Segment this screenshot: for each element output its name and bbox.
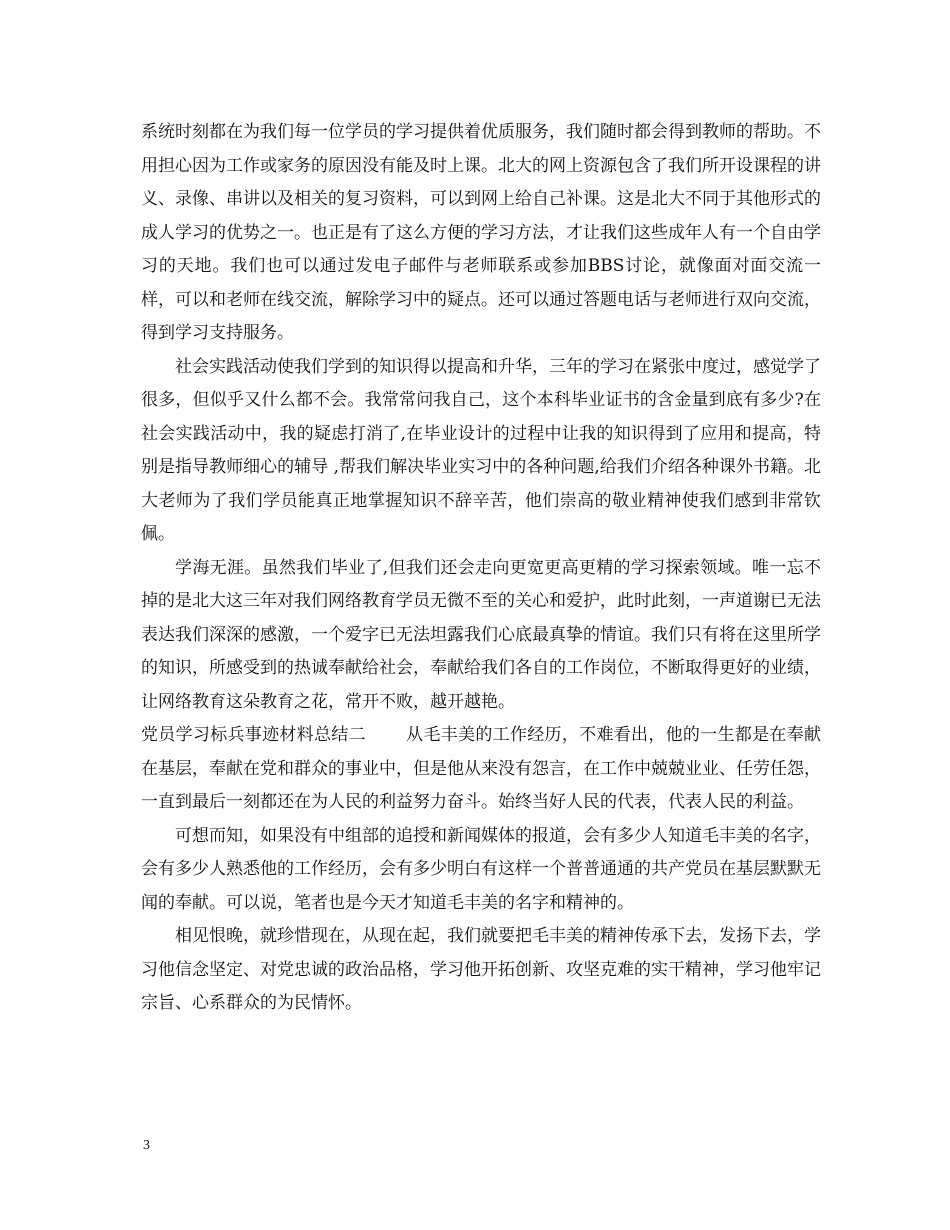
paragraph-1: 系统时刻都在为我们每一位学员的学习提供着优质服务，我们随时都会得到教师的帮助。不用担心因为工作或家务的原因没有能及时上课。北大的网上资源包含了我们所开设课程的讲义、录像、串讲以及相关的复习资料，可以到网上给自己补课。这是北大不同于其他形式的成人学习的优势之一。也正是有了这么方便的学习方法，才让我们这些成年人有一个自由学习的天地。我们也可以通过发电子邮件与老师联系或参加BBS讨论，就像面对面交流一样，可以和老师在线交流，解除学习中的疑点。还可以通过答题电话与老师进行双向交流，得到学习支持服务。	[141, 122, 821, 343]
paragraph-2: 社会实践活动使我们学到的知识得以提高和升华，三年的学习在紧张中度过，感觉学了很多，但似乎又什么都不会。我常常问我自己，这个本科毕业证书的含金量到底有多少?在社会实践活动中，我的疑虑打消了,在毕业设计的过程中让我的知识得到了应用和提高，特别是指导教师细心的辅导 ,帮我们解决毕业实习中的各种问题,给我们介绍各种课外书籍。北大老师为了我们学员能真正地掌握知识不辞辛苦，他们崇高的敬业精神使我们感到非常钦佩。	[141, 356, 821, 544]
page-number: 3	[143, 1138, 150, 1153]
section-heading: 党员学习标兵事迹材料总结二	[141, 725, 366, 745]
paragraph-6: 相见恨晚，就珍惜现在，从现在起，我们就要把毛丰美的精神传承下去，发扬下去，学习他信念坚定、对党忠诚的政治品格，学习他开拓创新、攻坚克难的实干精神，学习他牢记宗旨、心系群众的为民情怀。	[141, 926, 821, 1013]
paragraph-4-text: 从毛丰美的工作经历，不难看出，他的一生都是在奉献在基层，奉献在党和群众的事业中，但是他从来没有怨言，在工作中兢兢业业、任劳任怨，一直到最后一刻都还在为人民的利益努力奋斗。始终当好人民的代表，代表人民的利益。	[141, 725, 822, 812]
paragraph-5: 可想而知，如果没有中组部的追授和新闻媒体的报道，会有多少人知道毛丰美的名字，会有多少人熟悉他的工作经历，会有多少明白有这样一个普普通通的共产党员在基层默默无闻的奉献。可以说，笔者也是今天才知道毛丰美的名字和精神的。	[141, 825, 821, 913]
paragraph-4	[141, 719, 821, 820]
paragraph-3: 学海无涯。虽然我们毕业了,但我们还会走向更宽更高更精的学习探索领域。唯一忘不掉的是北大这三年对我们网络教育学员无微不至的关心和爱护，此时此刻，一声道谢已无法表达我们深深的感激，一个爱字已无法坦露我们心底最真挚的情谊。我们只有将在这里所学的知识，所感受到的热诚奉献给社会，奉献给我们各自的工作岗位，不断取得更好的业绩，让网络教育这朵教育之花，常开不败，越开越艳。	[141, 557, 821, 712]
document-body	[141, 116, 821, 1021]
